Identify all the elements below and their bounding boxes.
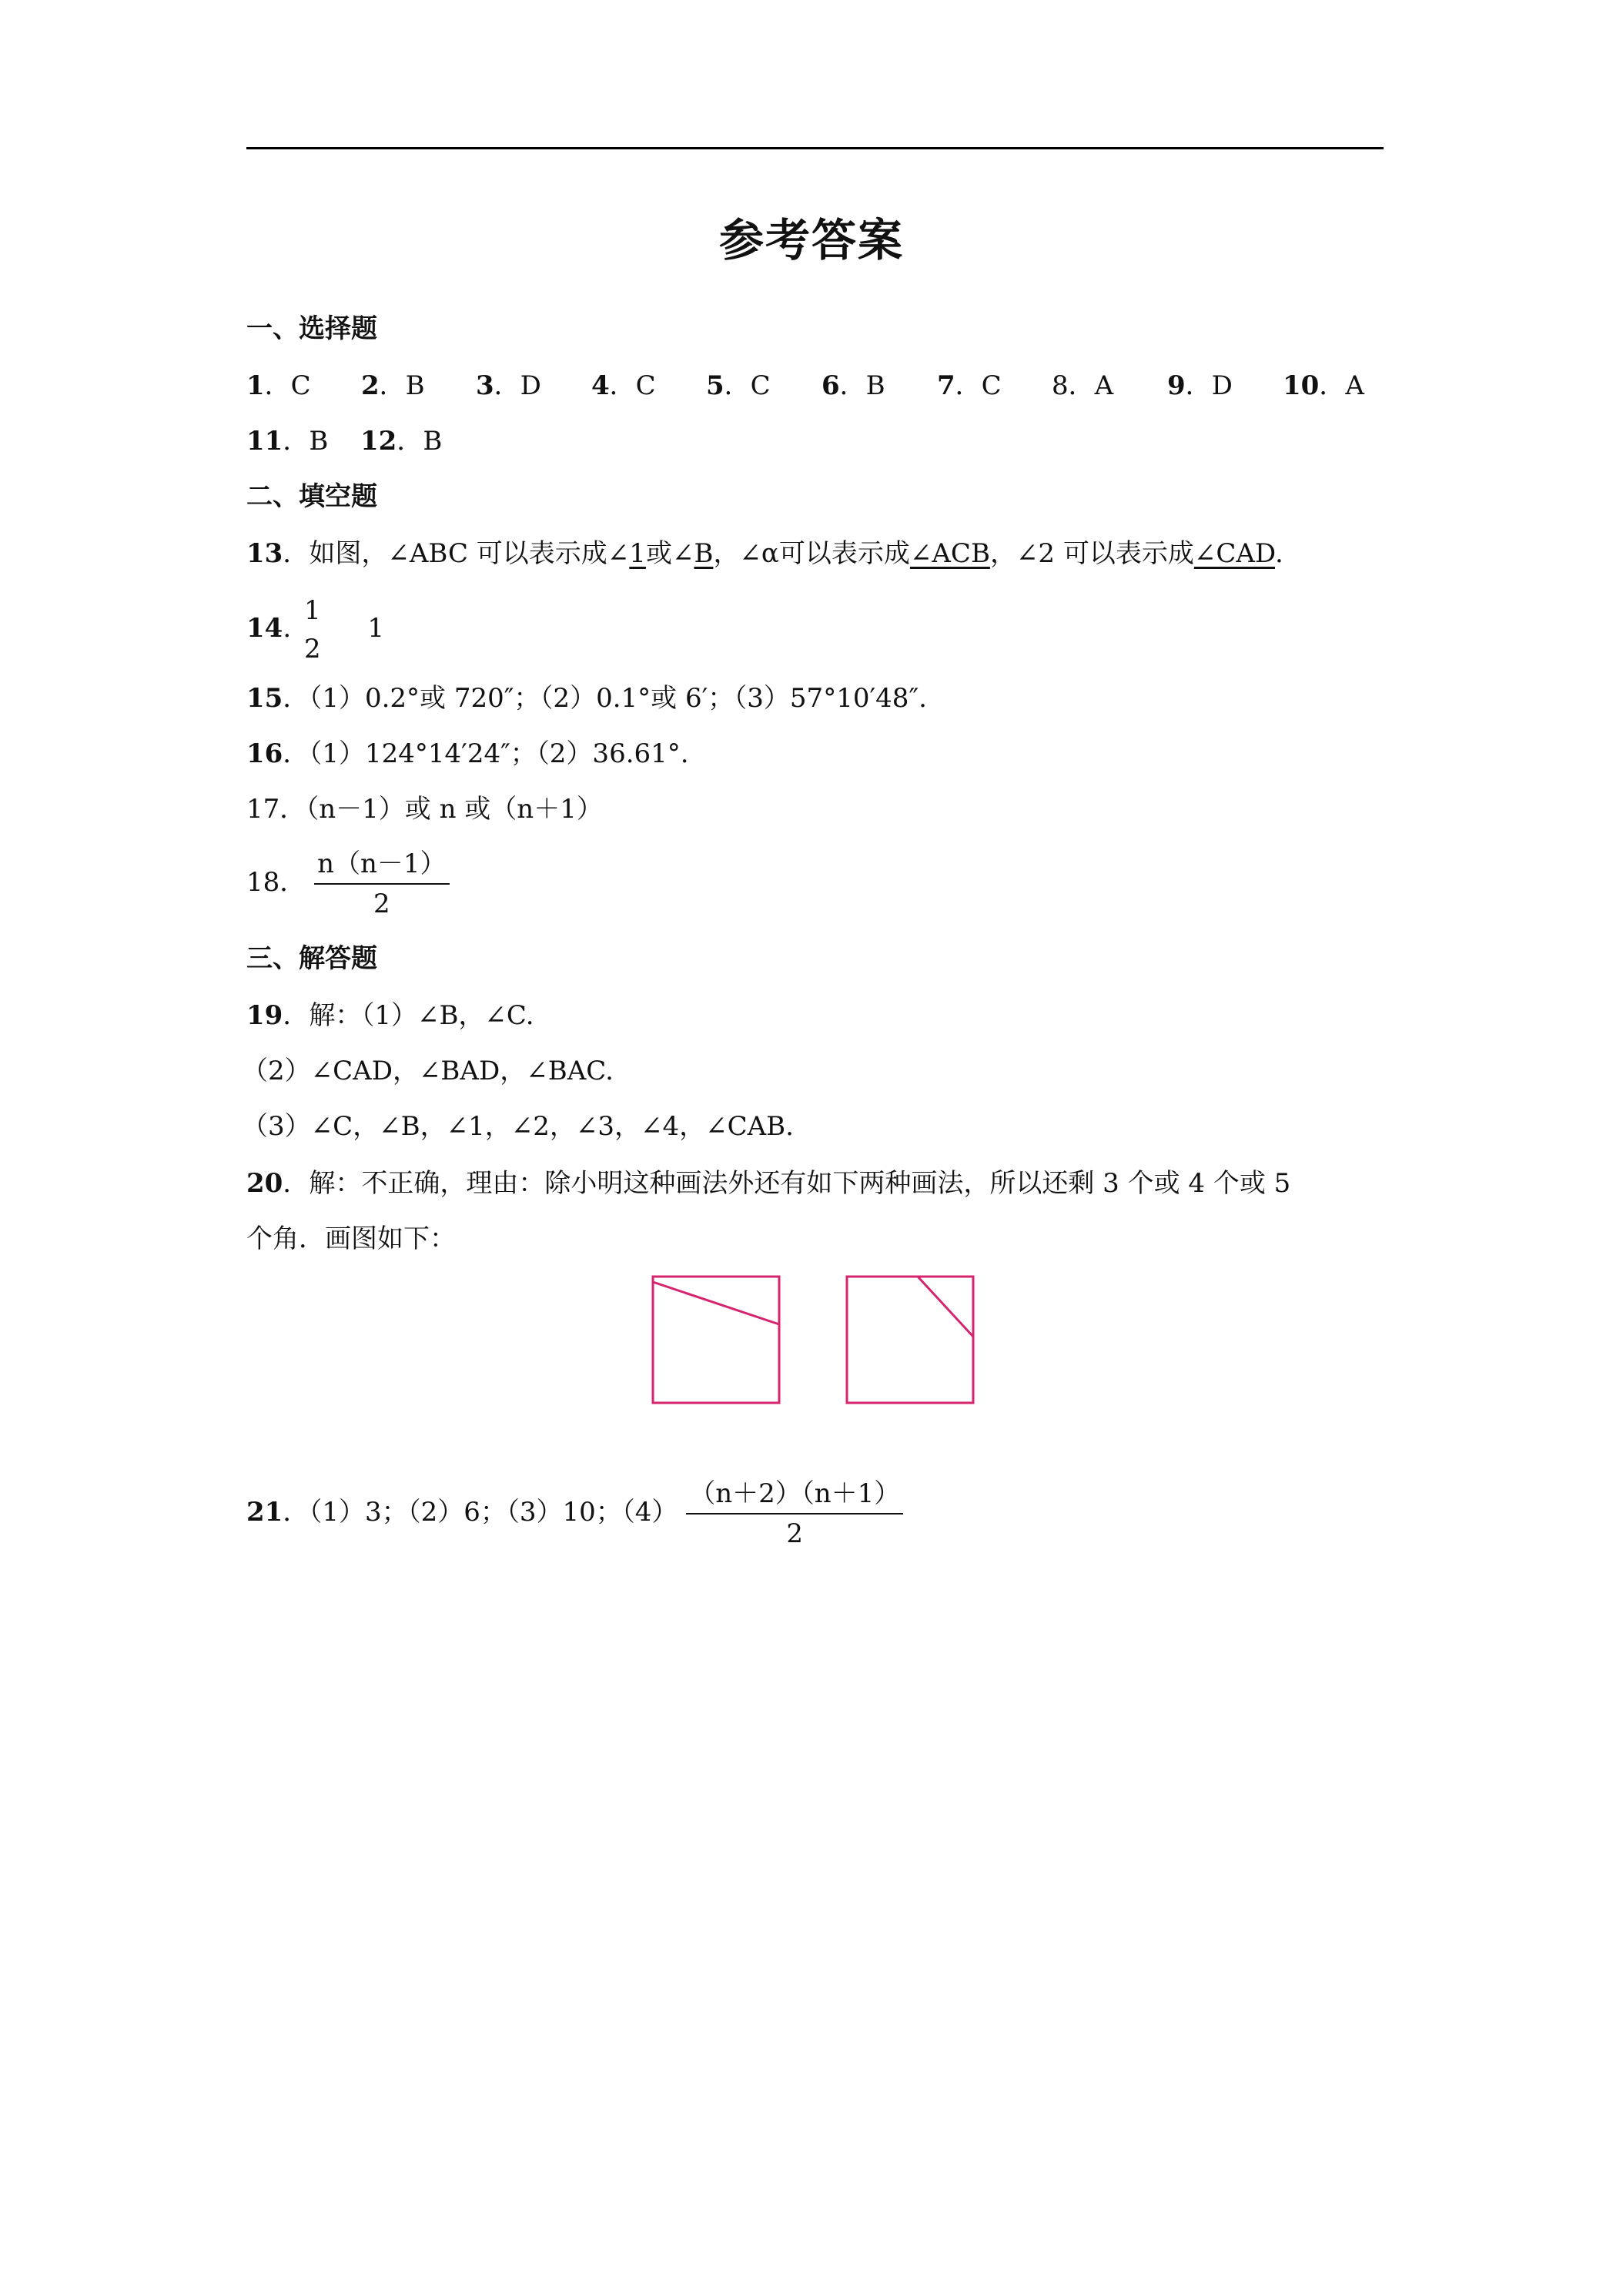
- answer-19-line-2: （2）∠CAD，∠BAD，∠BAC.: [242, 1056, 614, 1086]
- fraction-14: 1 2: [303, 595, 321, 664]
- section-choice-heading: 一、选择题: [246, 313, 377, 344]
- choice-answer-1: 1．C: [246, 370, 311, 401]
- blank-13-4: ∠CAD: [1193, 538, 1275, 569]
- section-fill-heading: 二、填空题: [246, 481, 377, 512]
- choice-answer-7: 7．C: [937, 370, 1002, 401]
- choice-answer-10: 10．A: [1283, 370, 1364, 401]
- square-1-outline: [653, 1277, 779, 1403]
- answer-13: 13．如图，∠ABC 可以表示成∠1或∠B，∠α可以表示成∠ACB，∠2 可以表示成∠CAD.: [246, 538, 1283, 569]
- figure-square-2: [845, 1275, 978, 1406]
- figure-square-1: [651, 1275, 784, 1406]
- choice-answer-6: 6．B: [822, 370, 885, 401]
- answer-16: 16．（1）124°14′24″；（2）36.61°.: [246, 738, 689, 769]
- square-2-cut-line: [918, 1277, 973, 1337]
- answer-21: 21．（1）3；（2）6；（3）10；（4） $\frac{(n+2)(n+1)}{2}$: [246, 1475, 903, 1549]
- answer-19-line-3: （3）∠C，∠B，∠1，∠2，∠3，∠4，∠CAB.: [242, 1111, 794, 1142]
- choice-answer-11: 11．B: [246, 426, 329, 457]
- blank-13-1: 1: [629, 538, 646, 569]
- blank-13-2: B: [694, 538, 714, 569]
- fraction-18: $\frac{n(n-1)}{2}$: [314, 848, 449, 920]
- choice-answer-12: 12．B: [360, 426, 443, 457]
- answer-17: 17．（n－1）或 n 或（n＋1）: [246, 794, 603, 825]
- choice-answer-2: 2．B: [361, 370, 425, 401]
- answer-20-line-1: 20．解：不正确，理由：除小明这种画法外还有如下两种画法，所以还剩 3 个或 4 个或 5: [246, 1168, 1291, 1199]
- fraction-21: $\frac{(n+2)(n+1)}{2}$: [686, 1478, 903, 1550]
- choice-answer-4: 4．C: [591, 370, 656, 401]
- section-solve-heading: 三、解答题: [246, 943, 377, 974]
- answer-18: 18． $\frac{n(n-1)}{2}$: [246, 845, 450, 919]
- square-2-outline: [847, 1277, 973, 1403]
- choice-answer-9: 9．D: [1167, 370, 1233, 401]
- choice-row-2: [246, 423, 708, 459]
- page-title: 参考答案: [718, 214, 904, 266]
- answer-14: 14. 1 2 1: [246, 595, 385, 664]
- choice-answer-3: 3．D: [476, 370, 541, 401]
- answer-20-line-2: 个角．画图如下：: [246, 1223, 456, 1254]
- answer-19-line-1: 19．解：（1）∠B，∠C.: [246, 1000, 534, 1031]
- header-rule: [246, 147, 1384, 149]
- choice-answer-5: 5．C: [706, 370, 771, 401]
- square-1-cut-line: [653, 1282, 779, 1324]
- answer-15: 15．（1）0.2°或 720″；（2）0.1°或 6′；（3）57°10′48″.: [246, 683, 927, 714]
- choice-answer-8: 8．A: [1052, 370, 1114, 401]
- choice-row-1: [246, 368, 1386, 403]
- blank-13-3: ∠ACB: [909, 538, 990, 569]
